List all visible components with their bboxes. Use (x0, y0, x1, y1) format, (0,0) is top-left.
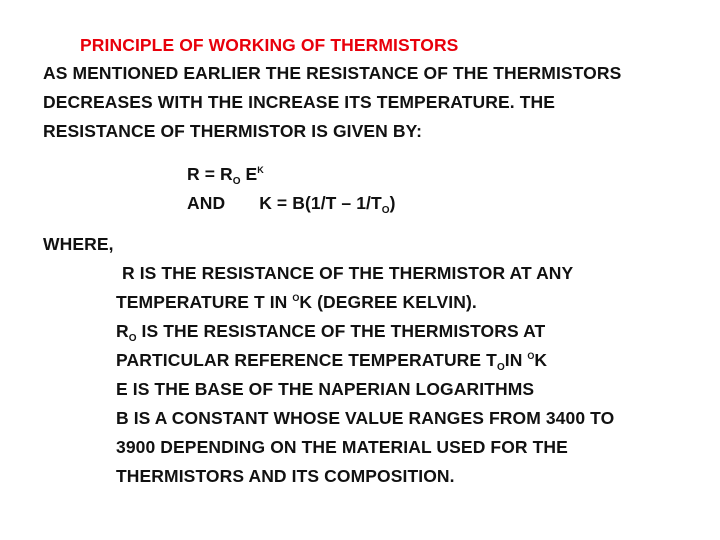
formula-t0-subscript: O (381, 205, 390, 216)
def-t0-subscript: O (496, 362, 505, 373)
def-b-line-1: B IS A CONSTANT WHOSE VALUE RANGES FROM 3400 TO (116, 408, 615, 428)
def-r-line-1: R IS THE RESISTANCE OF THE THERMISTOR AT ANY (122, 263, 574, 283)
degree-symbol: O (527, 351, 535, 361)
def-r0-line-2-unit: K (534, 350, 548, 370)
formula-k (187, 192, 396, 218)
def-r-line-2-text: TEMPERATURE T IN (116, 292, 293, 312)
def-r-line-2-unit: K (DEGREE KELVIN). (299, 292, 477, 312)
def-r0-line-2-text: PARTICULAR REFERENCE TEMPERATURE T (116, 350, 497, 370)
formula-base: E (240, 164, 258, 184)
formula-resistance (187, 163, 264, 189)
def-r0-line-1-text: IS THE RESISTANCE OF THE THERMISTORS AT (136, 321, 546, 341)
formula-exponent: K (257, 165, 264, 175)
intro-line-3: RESISTANCE OF THERMISTOR IS GIVEN BY: (43, 121, 423, 141)
formula-close: ) (389, 193, 396, 213)
intro-line-2: DECREASES WITH THE INCREASE ITS TEMPERATURE. THE (43, 92, 556, 112)
formula-r0-subscript: O (232, 176, 241, 187)
def-r0-subscript: O (128, 333, 137, 344)
intro-line-1: AS MENTIONED EARLIER THE RESISTANCE OF THE THERMISTORS (43, 63, 622, 83)
def-r0-symbol: R (116, 321, 129, 341)
def-r0-line-2-in: IN (504, 350, 528, 370)
formula-lhs: R = R (187, 164, 233, 184)
def-r-line-2 (116, 291, 477, 316)
formula-k-expr: K = B(1/T – 1/T (259, 193, 382, 213)
formula-and: AND (187, 193, 226, 213)
def-b-line-3: THERMISTORS AND ITS COMPOSITION. (116, 466, 455, 486)
def-b-line-2: 3900 DEPENDING ON THE MATERIAL USED FOR THE (116, 437, 568, 457)
where-label: WHERE, (43, 234, 114, 254)
page-title: PRINCIPLE OF WORKING OF THERMISTORS (80, 35, 459, 55)
def-e-line: E IS THE BASE OF THE NAPERIAN LOGARITHMS (116, 379, 535, 399)
degree-symbol: O (292, 293, 300, 303)
def-r0-line-1 (116, 320, 545, 346)
def-r0-line-2 (116, 349, 547, 375)
